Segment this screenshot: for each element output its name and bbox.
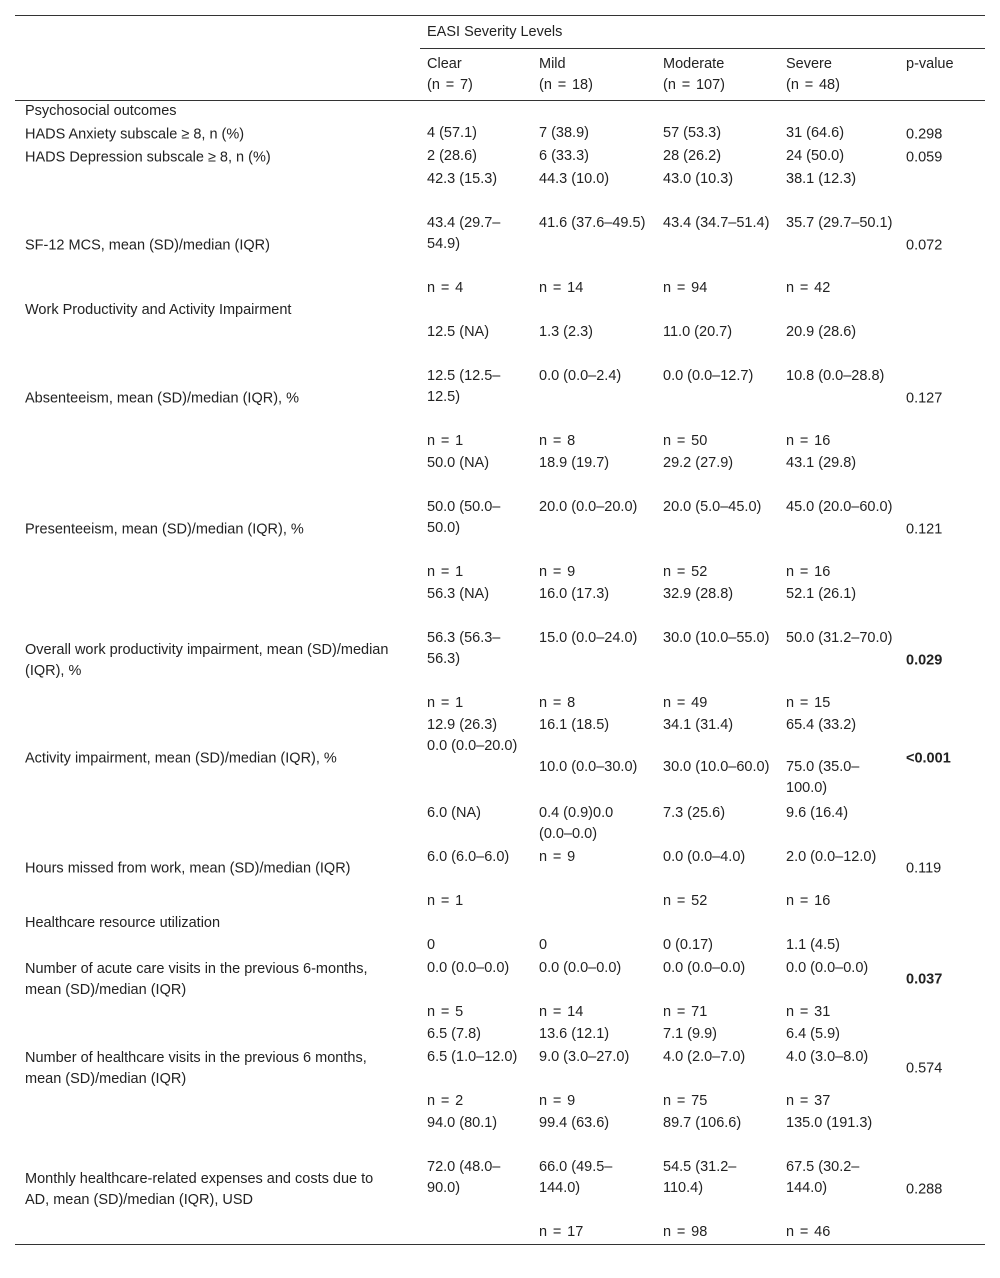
table-cell: 6.0 (NA) xyxy=(427,805,481,821)
table-cell: 65.4 (33.2) 75.0 (35.0–100.0) xyxy=(786,717,860,796)
row-label: Monthly healthcare-related expenses and costs due to AD, mean (SD)/median (IQR), USD xyxy=(25,1170,374,1208)
table-cell: 0 xyxy=(427,937,436,953)
table-cell: 52.1 (26.1) xyxy=(786,586,857,602)
p-value-cell: 0.119 xyxy=(906,860,942,877)
table-cell: n = 94 xyxy=(663,280,708,296)
col-header-clear: Clear (n = 7) xyxy=(427,56,473,93)
table-row xyxy=(15,453,985,497)
table-cell: 50.0 (31.2–70.0) xyxy=(786,630,893,646)
table-row xyxy=(15,935,985,958)
table-row xyxy=(15,123,985,146)
table-cell: 18.9 (19.7) xyxy=(539,455,610,471)
table-cell: 31 (64.6) xyxy=(786,125,845,141)
table-cell: n = 1 xyxy=(427,893,464,909)
row-label: Absenteeism, mean (SD)/median (IQR), % xyxy=(25,390,299,406)
table-cell: n = 46 xyxy=(786,1224,831,1240)
row-label: Number of acute care visits in the previous 6-months, mean (SD)/median (IQR) xyxy=(25,961,368,998)
table-cell: 0.0 (0.0–0.0) xyxy=(539,960,622,976)
table-header xyxy=(15,16,985,100)
table-cell: 0.0 (0.0–12.7) xyxy=(663,368,754,384)
table-cell: n = 98 xyxy=(663,1224,708,1240)
table-cell: 6.5 (7.8) xyxy=(427,1026,481,1042)
table-cell: 28 (26.2) xyxy=(663,148,722,164)
table-row xyxy=(15,1113,985,1157)
table-row xyxy=(15,497,985,562)
table-body xyxy=(15,101,985,1244)
table-cell: n = 8 xyxy=(539,695,576,711)
table-cell: 43.4 (34.7–51.4) xyxy=(663,215,770,231)
table-row xyxy=(15,322,985,366)
table-cell: n = 16 xyxy=(786,433,831,449)
table-cell: n = 31 xyxy=(786,1004,831,1020)
table-cell: 1.3 (2.3) xyxy=(539,324,593,340)
table-row xyxy=(15,169,985,213)
table-cell: 0.0 (0.0–0.0) xyxy=(786,960,869,976)
table-cell: 2.0 (0.0–12.0) xyxy=(786,849,877,865)
table-row xyxy=(15,958,985,1002)
table-cell: n = 71 xyxy=(663,1004,708,1020)
table-row xyxy=(15,1091,985,1113)
table-row xyxy=(15,1157,985,1222)
table-row xyxy=(15,693,985,715)
table-cell: 6.0 (6.0–6.0) xyxy=(427,849,510,865)
table-cell: 15.0 (0.0–24.0) xyxy=(539,630,638,646)
table-cell: n = 14 xyxy=(539,1004,584,1020)
table-cell: 9.0 (3.0–27.0) xyxy=(539,1049,630,1065)
table-cell: 6 (33.3) xyxy=(539,148,589,164)
table-cell: 13.6 (12.1) xyxy=(539,1026,610,1042)
table-cell: n = 49 xyxy=(663,695,708,711)
p-value-cell: 0.072 xyxy=(906,237,943,253)
table-row xyxy=(15,431,985,453)
table-cell: n = 16 xyxy=(786,564,831,580)
table-row xyxy=(15,278,985,300)
table-row xyxy=(15,1002,985,1024)
row-label: SF-12 MCS, mean (SD)/median (IQR) xyxy=(25,237,270,253)
table-cell: 4 (57.1) xyxy=(427,125,477,141)
table-cell: 72.0 (48.0–90.0) xyxy=(427,1159,501,1196)
table-cell: 0.0 (0.0–4.0) xyxy=(663,849,746,865)
section-header-row xyxy=(15,913,985,935)
table-cell: 29.2 (27.9) xyxy=(663,455,734,471)
table-cell: n = 1 xyxy=(427,695,464,711)
table-cell: 89.7 (106.6) xyxy=(663,1115,742,1131)
table-cell: 7.1 (9.9) xyxy=(663,1026,717,1042)
section-label: Work Productivity and Activity Impairment xyxy=(25,302,292,318)
table-row xyxy=(15,847,985,891)
table-row xyxy=(15,1047,985,1091)
table-cell: 12.5 (12.5–12.5) xyxy=(427,368,501,405)
table-cell: 7 (38.9) xyxy=(539,125,589,141)
table-cell: n = 52 xyxy=(663,564,708,580)
table-cell: n = 14 xyxy=(539,280,584,296)
table-cell: n = 9 xyxy=(539,1093,576,1109)
table-cell: 0.0 (0.0–0.0) xyxy=(663,960,746,976)
section-label: Healthcare resource utilization xyxy=(25,915,221,931)
table-cell: 43.4 (29.7–54.9) xyxy=(427,215,501,252)
table-cell: 11.0 (20.7) xyxy=(663,324,733,340)
p-value-cell: 0.288 xyxy=(906,1181,943,1197)
table-row xyxy=(15,1024,985,1047)
p-value-cell: 0.574 xyxy=(906,1060,943,1077)
table-cell: n = 52 xyxy=(663,893,708,909)
table-cell: 0.0 (0.0–0.0) xyxy=(427,960,510,976)
table-cell: n = 9 xyxy=(539,849,576,865)
table-cell: n = 1 xyxy=(427,433,464,449)
table-row xyxy=(15,891,985,913)
table-cell: 44.3 (10.0) xyxy=(539,171,610,187)
table-cell: 35.7 (29.7–50.1) xyxy=(786,215,893,231)
row-label: Overall work productivity impairment, mean (SD)/median (IQR), % xyxy=(25,641,389,679)
table-cell: n = 16 xyxy=(786,893,831,909)
table-cell: 20.0 (0.0–20.0) xyxy=(539,499,638,515)
table-cell: n = 9 xyxy=(539,564,576,580)
table-cell: 67.5 (30.2–144.0) xyxy=(786,1159,860,1196)
table-cell: 32.9 (28.8) xyxy=(663,586,734,602)
table-cell: 0 (0.17) xyxy=(663,937,713,953)
table-row xyxy=(15,1222,985,1244)
table-cell: n = 2 xyxy=(427,1093,464,1109)
p-value-cell: 0.298 xyxy=(906,126,943,142)
col-header-pvalue: p-value xyxy=(906,56,954,72)
table-cell: 6.4 (5.9) xyxy=(786,1026,840,1042)
table-cell: 45.0 (20.0–60.0) xyxy=(786,499,893,515)
table-cell: 20.9 (28.6) xyxy=(786,324,857,340)
table-cell: 0 xyxy=(539,937,548,953)
table-cell: 94.0 (80.1) xyxy=(427,1115,498,1131)
table-cell: 66.0 (49.5–144.0) xyxy=(539,1159,613,1196)
table-cell: 56.3 (56.3–56.3) xyxy=(427,630,501,667)
table-cell: n = 42 xyxy=(786,280,831,296)
table-cell: 38.1 (12.3) xyxy=(786,171,857,187)
col-header-mild: Mild (n = 18) xyxy=(539,56,593,93)
table-cell: n = 17 xyxy=(539,1224,584,1240)
section-header-row xyxy=(15,101,985,123)
table-cell: 10.8 (0.0–28.8) xyxy=(786,368,885,384)
table-cell: 34.1 (31.4) 30.0 (10.0–60.0) xyxy=(663,717,770,775)
table-cell: 50.0 (NA) xyxy=(427,455,490,471)
p-value-cell: 0.037 xyxy=(906,971,943,988)
table-cell: 56.3 (NA) xyxy=(427,586,490,602)
table-cell: 42.3 (15.3) xyxy=(427,171,498,187)
table-cell: 43.0 (10.3) xyxy=(663,171,734,187)
table-cell: n = 75 xyxy=(663,1093,708,1109)
table-cell: 24 (50.0) xyxy=(786,148,845,164)
p-value-cell: <0.001 xyxy=(906,750,951,767)
table-cell: n = 15 xyxy=(786,695,831,711)
table-cell: 12.9 (26.3) 0.0 (0.0–20.0) xyxy=(427,717,518,754)
table-cell: n = 50 xyxy=(663,433,708,449)
table-cell: 9.6 (16.4) xyxy=(786,805,849,821)
table-row xyxy=(15,213,985,278)
table-cell: 0.0 (0.0–2.4) xyxy=(539,368,622,384)
table-cell: n = 8 xyxy=(539,433,576,449)
row-label: Activity impairment, mean (SD)/median (IQR), % xyxy=(25,750,337,767)
p-value-cell: 0.121 xyxy=(906,521,943,537)
table-row xyxy=(15,146,985,169)
table-cell: 7.3 (25.6) xyxy=(663,805,726,821)
table-cell: 43.1 (29.8) xyxy=(786,455,857,471)
table-cell: n = 4 xyxy=(427,280,464,296)
table-cell: 20.0 (5.0–45.0) xyxy=(663,499,762,515)
section-header-row xyxy=(15,300,985,322)
table-cell: 135.0 (191.3) xyxy=(786,1115,873,1131)
table-cell: n = 5 xyxy=(427,1004,464,1020)
results-table xyxy=(15,15,985,1245)
table-cell: 4.0 (2.0–7.0) xyxy=(663,1049,746,1065)
row-label: HADS Anxiety subscale ≥ 8, n (%) xyxy=(25,126,245,142)
table-cell: 54.5 (31.2–110.4) xyxy=(663,1159,737,1196)
table-row xyxy=(15,366,985,431)
row-label: Hours missed from work, mean (SD)/median (IQR) xyxy=(25,860,351,877)
row-label: HADS Depression subscale ≥ 8, n (%) xyxy=(25,149,271,165)
table-cell: 30.0 (10.0–55.0) xyxy=(663,630,770,646)
table-row xyxy=(15,584,985,628)
table-cell: 16.0 (17.3) xyxy=(539,586,610,602)
table-cell: 1.1 (4.5) xyxy=(786,937,840,953)
table-cell: 41.6 (37.6–49.5) xyxy=(539,215,646,231)
table-cell: 4.0 (3.0–8.0) xyxy=(786,1049,869,1065)
table-bottom-rule xyxy=(15,1244,985,1245)
table-cell: 99.4 (63.6) xyxy=(539,1115,610,1131)
table-row xyxy=(15,715,985,803)
table-cell: 57 (53.3) xyxy=(663,125,722,141)
table-row xyxy=(15,562,985,584)
group-header: EASI Severity Levels xyxy=(427,24,563,40)
table-cell: n = 1 xyxy=(427,564,464,580)
table-cell: 0.4 (0.9)0.0 (0.0–0.0) xyxy=(539,805,614,842)
row-label: Number of healthcare visits in the previous 6 months, mean (SD)/median (IQR) xyxy=(25,1050,367,1087)
table-cell: 50.0 (50.0–50.0) xyxy=(427,499,501,536)
row-label: Presenteeism, mean (SD)/median (IQR), % xyxy=(25,521,304,537)
table-cell: n = 37 xyxy=(786,1093,831,1109)
table-row xyxy=(15,803,985,847)
section-label: Psychosocial outcomes xyxy=(25,103,177,119)
col-header-severe: Severe (n = 48) xyxy=(786,56,840,93)
table-cell: 6.5 (1.0–12.0) xyxy=(427,1049,518,1065)
p-value-cell: 0.029 xyxy=(906,652,943,668)
table-cell: 12.5 (NA) xyxy=(427,324,490,340)
table-cell: 2 (28.6) xyxy=(427,148,477,164)
p-value-cell: 0.059 xyxy=(906,149,943,165)
p-value-cell: 0.127 xyxy=(906,390,943,406)
table-cell: 16.1 (18.5) 10.0 (0.0–30.0) xyxy=(539,717,638,775)
col-header-moderate: Moderate (n = 107) xyxy=(663,56,725,93)
table-row xyxy=(15,628,985,693)
